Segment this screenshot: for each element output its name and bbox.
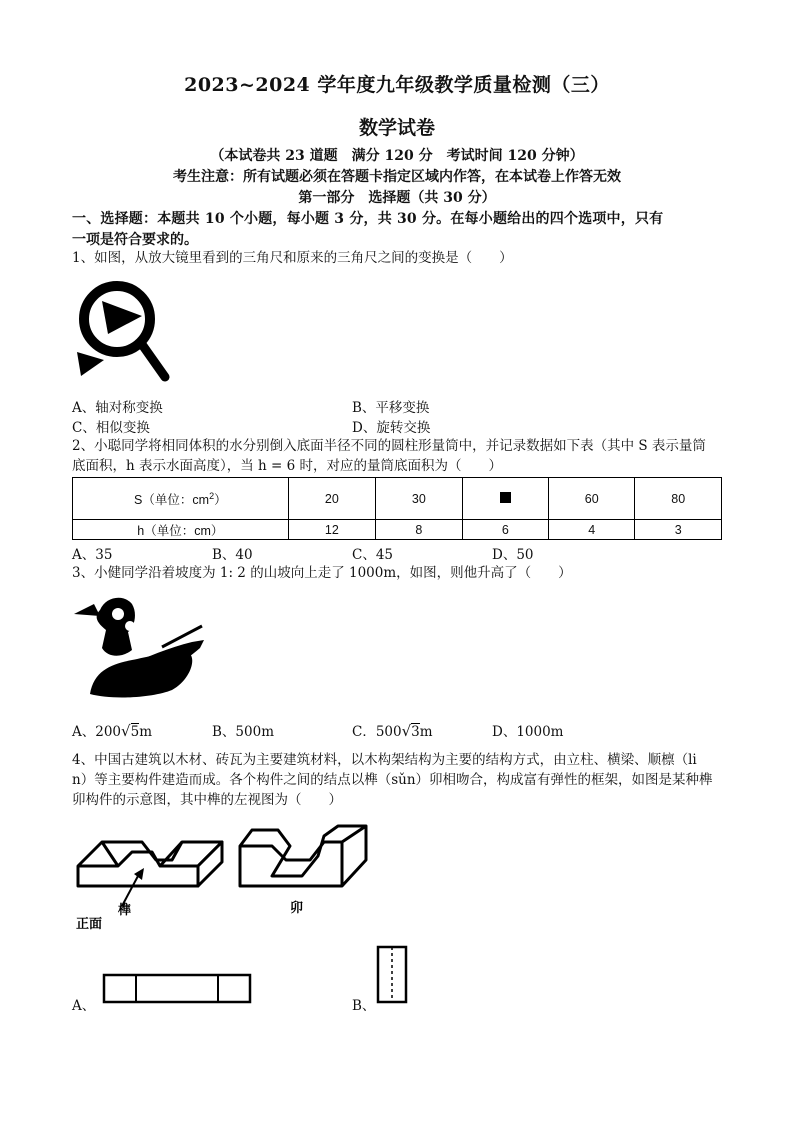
q3-option-c: C．500√3m [352, 722, 433, 740]
hiker-hand-highlight [125, 621, 135, 631]
q1-option-c: C、相似变换 [72, 420, 150, 436]
q1-option-b: B、平移变换 [352, 400, 430, 416]
cell-s-2: 30 [376, 478, 462, 520]
q1-option-a: A、轴对称变换 [72, 400, 163, 416]
exam-info: （本试卷共 23 道题 满分 120 分 考试时间 120 分钟） [210, 148, 584, 164]
cell-h-4: 4 [549, 520, 635, 540]
q2-stem-line1: 2、小聪同学将相同体积的水分别倒入底面半径不同的圆柱形量筒中，并记录数据如下表（其中 S 表示量筒 [72, 438, 706, 454]
hill-silhouette [90, 652, 192, 698]
q4-stem-line2: n）等主要构件建造而成。各个构件之间的结点以榫（sǔn）卯相吻合，构成富有弹性的框架，如图是某种榫 [72, 772, 713, 788]
q1-stem: 1、如图，从放大镜里看到的三角尺和原来的三角尺之间的变换是（ ） [72, 250, 513, 266]
q2-stem-line2: 底面积，h 表示水面高度），当 h = 6 时，对应的量筒底面积为（ ） [72, 458, 502, 474]
cell-s-4: 60 [549, 478, 635, 520]
cell-s-1: 20 [288, 478, 375, 520]
q4-option-b-figure [376, 945, 410, 1005]
tenon-block [78, 842, 222, 886]
label-sun: 榫 [118, 903, 132, 918]
q2-option-d: D、50 [492, 547, 534, 563]
magnifier-handle [141, 343, 165, 377]
row-header-s: S（单位：$cm^2$） [73, 478, 289, 520]
exam-notice: 考生注意：所有试题必须在答题卡指定区域内作答，在本试卷上作答无效 [173, 169, 621, 185]
q2-option-b: B、40 [212, 547, 253, 563]
q3-stem: 3、小健同学沿着坡度为 1: 2 的山坡向上走了 1000m，如图，则他升高了（ ） [72, 565, 572, 581]
table-row-s [73, 478, 722, 520]
label-mao: 卯 [290, 901, 304, 916]
q4-option-b-label: B、 [352, 998, 376, 1014]
section-intro-line2: 一项是符合要求的。 [72, 232, 198, 248]
q4-stem-line1: 4、中国古建筑以木材、砖瓦为主要建筑材料，以木构架结构为主要的结构方式，由立柱、横梁、顺檩（li [72, 752, 697, 768]
q3-option-d: D、1000m [492, 724, 564, 740]
q4-stem-line3: 卯构件的示意图，其中榫的左视图为（ ） [72, 792, 342, 808]
q4-option-a-figure [102, 973, 252, 1005]
blank-square-icon [500, 492, 511, 503]
q3-option-b: B、500m [212, 724, 274, 740]
section-intro-line1: 一、选择题：本题共 10 个小题，每小题 3 分，共 30 分。在每小题给出的四个选项中，只有 [72, 211, 664, 227]
exam-subtitle: 数学试卷 [358, 117, 435, 139]
cell-s-5: 80 [635, 478, 722, 520]
table-row-h [73, 520, 722, 540]
q3-option-a: A、200√5m [72, 722, 152, 740]
row-header-h: h（单位：cm） [73, 520, 289, 540]
option-a-rect [104, 975, 250, 1002]
large-triangle [102, 301, 142, 334]
q2-option-a: A、35 [72, 547, 113, 563]
mortise-block [240, 826, 366, 886]
cell-s-3 [462, 478, 548, 520]
label-front: 正面 [76, 917, 103, 932]
q4-option-a-label: A、 [72, 998, 96, 1014]
mortise-tenon-figure [72, 816, 392, 934]
cell-h-1: 12 [288, 520, 375, 540]
cell-h-2: 8 [376, 520, 462, 540]
q1-option-d: D、旋转交换 [352, 420, 431, 436]
small-triangle [77, 352, 104, 376]
cell-h-3: 6 [462, 520, 548, 540]
part-heading: 第一部分 选择题（共 30 分） [298, 190, 496, 206]
q2-option-c: C、45 [352, 547, 394, 563]
exam-title: 2023~2024 学年度九年级教学质量检测（三） [184, 74, 610, 96]
hiker-face-highlight [112, 608, 124, 620]
cell-h-5: 3 [635, 520, 722, 540]
hiker-hat-brim [74, 604, 100, 616]
q2-data-table [72, 477, 722, 540]
magnifier-figure [72, 276, 172, 386]
hiker-on-slope-figure [72, 592, 212, 704]
